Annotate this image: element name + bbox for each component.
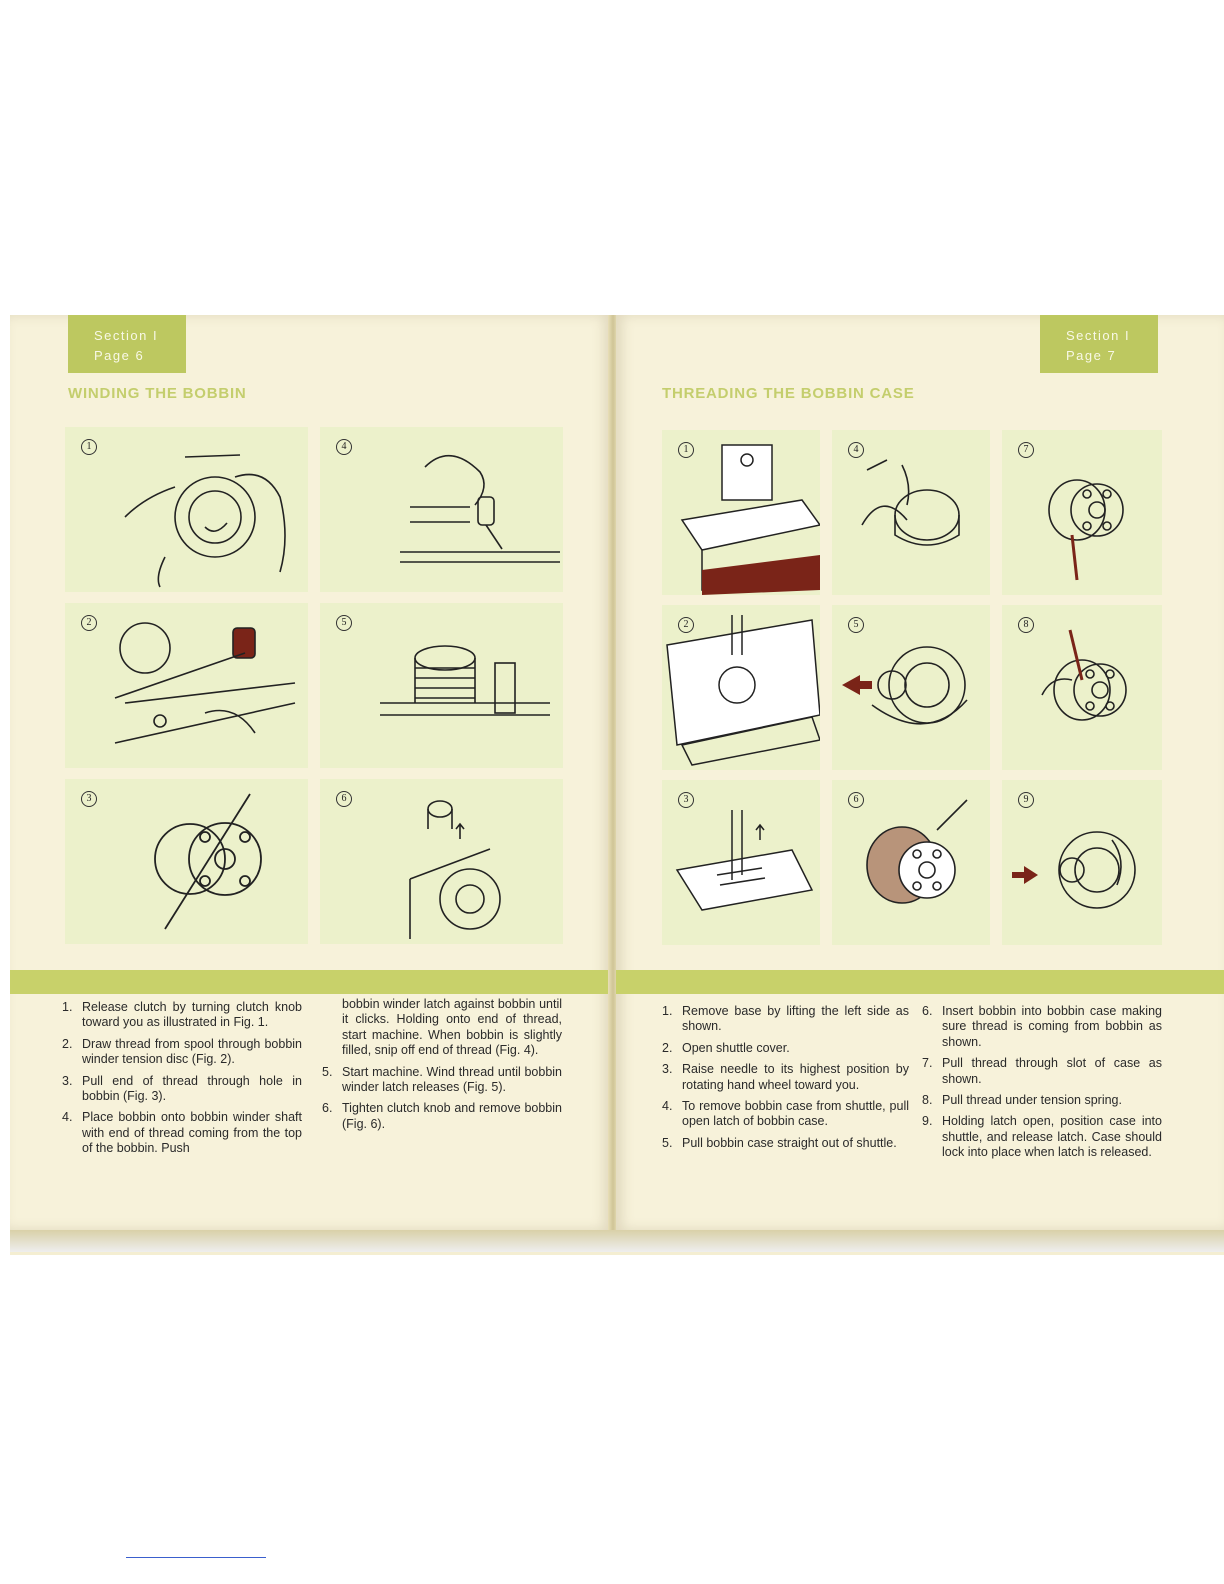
page-title: THREADING THE BOBBIN CASE [662,385,915,402]
section-label: Section I [1066,328,1131,343]
bobbin-in-case-icon [1002,430,1162,595]
figure-number: 3 [678,792,694,808]
divider-band [616,970,1224,994]
figure-3 [65,779,308,944]
figure-9 [1002,780,1162,945]
figure-5 [320,603,563,768]
step-item: 7. Pull thread through slot of case as shown. [922,1056,1162,1086]
step-item: 5. Start machine. Wind thread until bobbin winder latch releases (Fig. 5). [322,1064,562,1095]
step-item: 6. Tighten clutch knob and remove bobbin (Fig. 6). [322,1101,562,1131]
steps-column-1 [62,1000,302,1163]
figure-number: 6 [848,792,864,808]
step-item: 1. Remove base by lifting the left side as shown. [662,1004,909,1034]
figure-7 [1002,430,1162,595]
figure-number: 2 [678,617,694,633]
page-label: Page 7 [1066,348,1117,363]
bobbin-case-latch-icon [832,430,990,595]
figure-number: 1 [678,442,694,458]
divider-band [10,970,610,994]
figure-number: 5 [848,617,864,633]
figure-number: 9 [1018,792,1034,808]
hand-holding-thread-on-bobbin-icon [320,427,563,592]
figure-6 [320,779,563,944]
steps-column-1 [662,1004,909,1157]
figure-1 [662,430,820,595]
book-page-edge [10,1230,1224,1252]
figure-4 [832,430,990,595]
bobbin-winding-full-icon [320,603,563,768]
remove-bobbin-case-icon [832,605,990,770]
page-label: Page 6 [94,348,145,363]
figure-8 [1002,605,1162,770]
step-item: 3. Raise needle to its highest position by rotating hand wheel toward you. [662,1062,909,1092]
section-tab [68,315,186,373]
right-page [616,315,1224,1230]
step-item: 4. To remove bobbin case from shuttle, pull open latch of bobbin case. [662,1099,909,1129]
clutch-knob-and-bobbin-icon [320,779,563,944]
thread-under-spring-icon [1002,605,1162,770]
footnote-rule [126,1557,266,1558]
spool-and-tension-disc-icon [65,603,308,768]
figure-number: 3 [81,791,97,807]
section-label: Section I [94,328,159,343]
insert-bobbin-icon [832,780,990,945]
steps-column-2 [322,997,562,1138]
step-item: 2. Open shuttle cover. [662,1040,790,1055]
figure-number: 4 [336,439,352,455]
step-continuation: bobbin winder latch against bobbin until it clicks. Holding onto end of thread, start machine. When bobbin is slightly filled, snip off end of thread (Fig. 4). [342,997,562,1058]
thread-through-bobbin-hole-icon [65,779,308,944]
figure-number: 6 [336,791,352,807]
figure-number: 8 [1018,617,1034,633]
machine-base-removal-icon [662,430,820,595]
page-title: WINDING THE BOBBIN [68,385,247,402]
figure-number: 2 [81,615,97,631]
manual-spread [10,315,1224,1255]
step-item: 9. Holding latch open, position case into shuttle, and release latch. Case should lock into place when latch is released. [922,1114,1162,1160]
left-page [10,315,610,1230]
step-item: 6. Insert bobbin into bobbin case making sure thread is coming from bobbin as shown. [922,1004,1162,1049]
step-item: 5. Pull bobbin case straight out of shuttle. [662,1135,897,1150]
figure-number: 1 [81,439,97,455]
figure-6 [832,780,990,945]
figure-3 [662,780,820,945]
step-item: 1. Release clutch by turning clutch knob toward you as illustrated in Fig. 1. [62,1000,302,1030]
figure-number: 5 [336,615,352,631]
step-item: 3. Pull end of thread through hole in bobbin (Fig. 3). [62,1073,302,1104]
raise-needle-icon [662,780,820,945]
open-shuttle-cover-icon [662,605,820,770]
figure-2 [662,605,820,770]
figure-1 [65,427,308,592]
step-item: 2. Draw thread from spool through bobbin winder tension disc (Fig. 2). [62,1036,302,1067]
figure-4 [320,427,563,592]
figure-number: 7 [1018,442,1034,458]
figure-number: 4 [848,442,864,458]
step-item: 4. Place bobbin onto bobbin winder shaft with end of thread coming from the top of the bobbin. Push [62,1110,302,1156]
hand-turning-clutch-knob-icon [65,427,308,592]
position-case-in-shuttle-icon [1002,780,1162,945]
figure-5 [832,605,990,770]
step-item: 8. Pull thread under tension spring. [922,1093,1122,1108]
section-tab [1040,315,1158,373]
steps-column-2 [922,1004,1162,1167]
figure-2 [65,603,308,768]
